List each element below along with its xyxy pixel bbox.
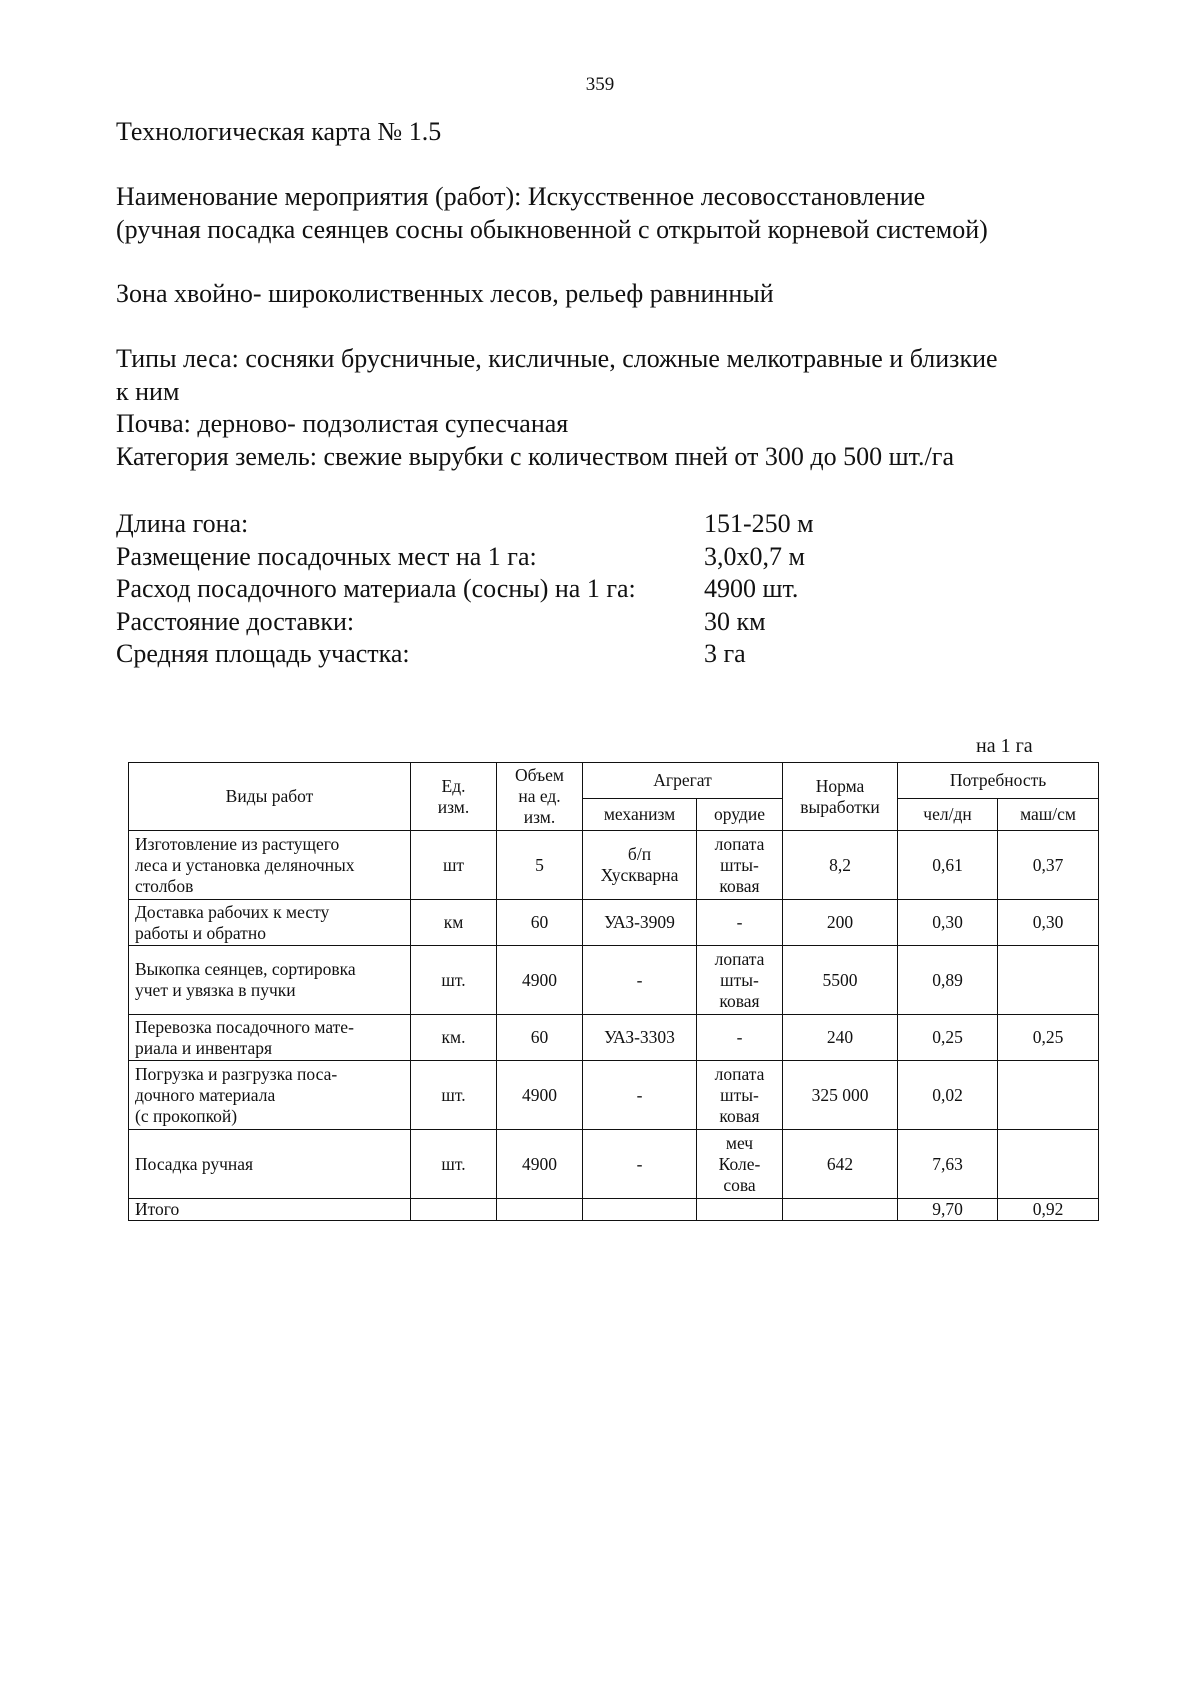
man-days-cell: 0,02 — [898, 1061, 998, 1130]
mechanism-cell: - — [583, 1130, 697, 1199]
total-machine-shifts: 0,92 — [998, 1199, 1099, 1221]
activity-name — [116, 181, 988, 246]
table-header-row — [129, 763, 1099, 799]
page-number: 359 — [585, 74, 615, 95]
mechanism-cell: - — [583, 946, 697, 1015]
total-row — [129, 1199, 1099, 1221]
empty-cell — [497, 1199, 583, 1221]
tool-cell: - — [697, 900, 783, 946]
total-man-days: 9,70 — [898, 1199, 998, 1221]
volume-cell: 5 — [497, 831, 583, 900]
empty-cell — [411, 1199, 497, 1221]
total-label: Итого — [129, 1199, 411, 1221]
man-days-cell: 7,63 — [898, 1130, 998, 1199]
header-norm: Норма выработки — [783, 763, 898, 831]
norm-cell: 325 000 — [783, 1061, 898, 1130]
machine-shifts-cell — [998, 1130, 1099, 1199]
empty-cell — [583, 1199, 697, 1221]
zone-text: Зона хвойно- широколиственных лесов, рельеф равнинный — [116, 279, 774, 308]
work-cell: Перевозка посадочного мате- риала и инвентаря — [129, 1015, 411, 1061]
work-cell: Посадка ручная — [129, 1130, 411, 1199]
parameter-label: Расстояние доставки: — [116, 606, 355, 636]
parameter-label: Размещение посадочных мест на 1 га: — [116, 541, 537, 571]
parameter-label: Расход посадочного материала (сосны) на 1 га: — [116, 574, 636, 603]
mechanism-cell: УАЗ-3303 — [583, 1015, 697, 1061]
site-description — [116, 343, 998, 473]
man-days-cell: 0,89 — [898, 946, 998, 1015]
header-man-days: чел/дн — [898, 799, 998, 831]
machine-shifts-cell — [998, 946, 1099, 1015]
unit-cell: шт. — [411, 1061, 497, 1130]
work-cell: Выкопка сеянцев, сортировка учет и увязка в пучки — [129, 946, 411, 1015]
volume-cell: 4900 — [497, 1130, 583, 1199]
parameter-value: 151-250 м — [704, 509, 814, 538]
tool-cell: меч Коле- сова — [697, 1130, 783, 1199]
machine-shifts-cell: 0,37 — [998, 831, 1099, 900]
header-machine-shifts: маш/см — [998, 799, 1099, 831]
volume-cell: 60 — [497, 1015, 583, 1061]
norm-cell: 200 — [783, 900, 898, 946]
machine-shifts-cell: 0,30 — [998, 900, 1099, 946]
empty-cell — [783, 1199, 898, 1221]
table-row — [129, 946, 1099, 1015]
volume-cell: 4900 — [497, 946, 583, 1015]
unit-cell: шт — [411, 831, 497, 900]
volume-cell: 60 — [497, 900, 583, 946]
forest-types-line: к ним — [116, 376, 180, 406]
tool-cell: лопата шты- ковая — [697, 946, 783, 1015]
tool-cell: лопата шты- ковая — [697, 831, 783, 900]
man-days-cell: 0,25 — [898, 1015, 998, 1061]
norm-cell: 8,2 — [783, 831, 898, 900]
mechanism-cell: б/п Хускварна — [583, 831, 697, 900]
norm-cell: 642 — [783, 1130, 898, 1199]
table-row — [129, 900, 1099, 946]
machine-shifts-cell — [998, 1061, 1099, 1130]
mechanism-cell: УАЗ-3909 — [583, 900, 697, 946]
parameter-label: Средняя площадь участка: — [116, 639, 410, 668]
header-work-type: Виды работ — [129, 763, 411, 831]
unit-cell: км. — [411, 1015, 497, 1061]
parameter-value: 4900 шт. — [704, 574, 799, 603]
man-days-cell: 0,61 — [898, 831, 998, 900]
table-row — [129, 1015, 1099, 1061]
soil-text: Почва: дерново- подзолистая супесчаная — [116, 409, 569, 438]
work-table — [128, 762, 1099, 1221]
work-cell: Доставка рабочих к месту работы и обратно — [129, 900, 411, 946]
table-row — [129, 831, 1099, 900]
forest-types-line: Типы леса: сосняки брусничные, кисличные, сложные мелкотравные и близкие — [116, 344, 998, 373]
header-aggregate: Агрегат — [583, 763, 783, 799]
document-title: Технологическая карта № 1.5 — [116, 117, 442, 146]
header-need: Потребность — [898, 763, 1099, 799]
header-tool: орудие — [697, 799, 783, 831]
work-cell: Погрузка и разгрузка поса- дочного материала (с прокопкой) — [129, 1061, 411, 1130]
activity-line: (ручная посадка сеянцев сосны обыкновенной с открытой корневой системой) — [116, 214, 988, 244]
man-days-cell: 0,30 — [898, 900, 998, 946]
table-row — [129, 1130, 1099, 1199]
header-unit: Ед. изм. — [411, 763, 497, 831]
unit-cell: км — [411, 900, 497, 946]
parameter-label: Длина гона: — [116, 509, 249, 538]
parameter-value: 30 км — [704, 606, 766, 636]
header-volume: Объем на ед. изм. — [497, 763, 583, 831]
machine-shifts-cell: 0,25 — [998, 1015, 1099, 1061]
units-note: на 1 га — [976, 735, 1033, 757]
land-category-text: Категория земель: свежие вырубки с количеством пней от 300 до 500 шт./га — [116, 441, 954, 471]
tool-cell: - — [697, 1015, 783, 1061]
tool-cell: лопата шты- ковая — [697, 1061, 783, 1130]
mechanism-cell: - — [583, 1061, 697, 1130]
norm-cell: 240 — [783, 1015, 898, 1061]
header-mechanism: механизм — [583, 799, 697, 831]
norm-cell: 5500 — [783, 946, 898, 1015]
unit-cell: шт. — [411, 946, 497, 1015]
empty-cell — [697, 1199, 783, 1221]
work-cell: Изготовление из растущего леса и установка деляночных столбов — [129, 831, 411, 900]
parameter-value: 3 га — [704, 639, 746, 668]
table-row — [129, 1061, 1099, 1130]
activity-line: Наименование мероприятия (работ): Искусственное лесовосстановление — [116, 182, 926, 211]
volume-cell: 4900 — [497, 1061, 583, 1130]
parameter-value: 3,0х0,7 м — [704, 541, 805, 571]
unit-cell: шт. — [411, 1130, 497, 1199]
